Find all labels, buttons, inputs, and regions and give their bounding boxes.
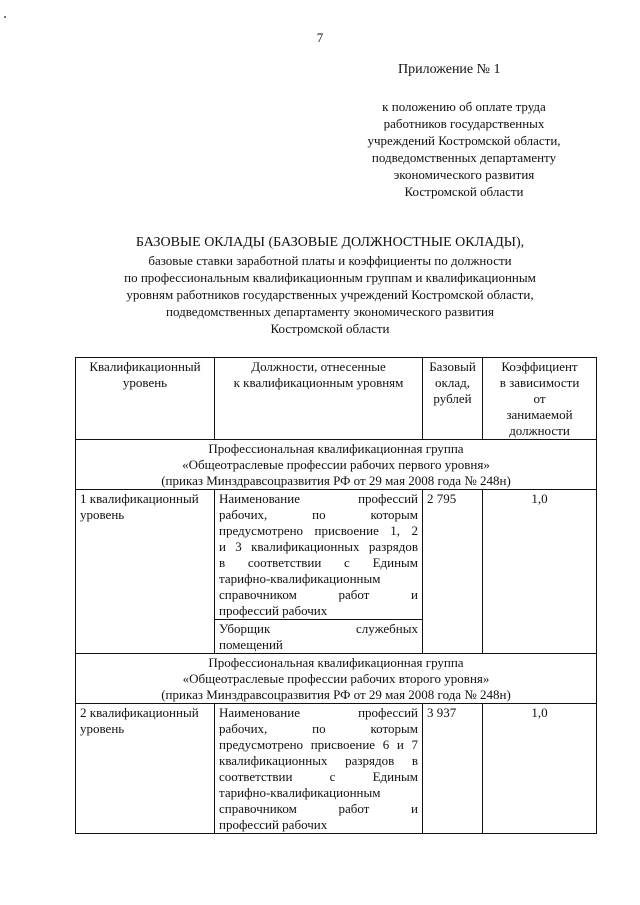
heading-line: Костромской области — [270, 321, 390, 336]
table-row — [76, 704, 597, 834]
appendix-reference — [330, 98, 598, 200]
position-cell: Наименование профессий рабочих, по которым предусмотрено присвоение 6 и 7 квалификационных разрядов в соответствии с Единым тарифно-квалификационным справочником работ и профессий рабочих — [215, 704, 423, 834]
heading-line: уровням работников государственных учреждений Костромской области, — [126, 287, 534, 302]
heading-title: БАЗОВЫЕ ОКЛАДЫ (БАЗОВЫЕ ДОЛЖНОСТНЫЕ ОКЛАДЫ), — [135, 235, 525, 250]
scan-dot — [4, 16, 6, 18]
group-title: Профессиональная квалификационная группа «Общеотраслевые профессии рабочих второго уровня» (приказ Минздравсоцразвития РФ от 29 мая 2008 года № 248н) — [76, 654, 597, 704]
appendix-line: работников государственных — [383, 116, 545, 131]
header-base-salary: Базовый оклад, рублей — [423, 358, 483, 440]
heading-line: по профессиональным квалификационным группам и квалификационным — [124, 270, 536, 285]
group-title: Профессиональная квалификационная группа «Общеотраслевые профессии рабочих первого уровня» (приказ Минздравсоцразвития РФ от 29 мая 2008 года № 248н) — [76, 440, 597, 490]
salary-table — [75, 357, 597, 834]
document-heading — [60, 234, 600, 337]
header-positions: Должности, отнесенные к квалификационным уровням — [215, 358, 423, 440]
coefficient-cell: 1,0 — [483, 704, 597, 834]
appendix-line: подведомственных департаменту — [371, 150, 557, 165]
appendix-line: учреждений Костромской области, — [367, 133, 561, 148]
header-coefficient: Коэффициент в зависимости от занимаемой должности — [483, 358, 597, 440]
header-qualification-level: Квалификационный уровень — [76, 358, 215, 440]
table-row — [76, 490, 597, 620]
heading-line: подведомственных департаменту экономического развития — [166, 304, 494, 319]
qualification-level-cell: 2 квалификационный уровень — [76, 704, 215, 834]
coefficient-cell: 1,0 — [483, 490, 597, 654]
heading-line: базовые ставки заработной платы и коэффициенты по должности — [148, 253, 512, 268]
group-title-row — [76, 654, 597, 704]
base-salary-cell: 3 937 — [423, 704, 483, 834]
appendix-line: к положению об оплате труда — [382, 99, 546, 114]
base-salary-cell: 2 795 — [423, 490, 483, 654]
qualification-level-cell: 1 квалификационный уровень — [76, 490, 215, 654]
table-header-row — [76, 358, 597, 440]
page-number: 7 — [316, 30, 324, 45]
group-title-row — [76, 440, 597, 490]
position-cell: Наименование профессий рабочих, по которым предусмотрено присвоение 1, 2 и 3 квалификационных разрядов в соответствии с Единым тарифно-квалификационным справочником работ и профессий рабочих — [215, 490, 423, 620]
appendix-line: Костромской области — [404, 184, 524, 199]
appendix-title: Приложение № 1 — [398, 62, 501, 77]
position-cell: Уборщик служебных помещений — [215, 620, 423, 654]
appendix-line: экономического развития — [393, 167, 535, 182]
